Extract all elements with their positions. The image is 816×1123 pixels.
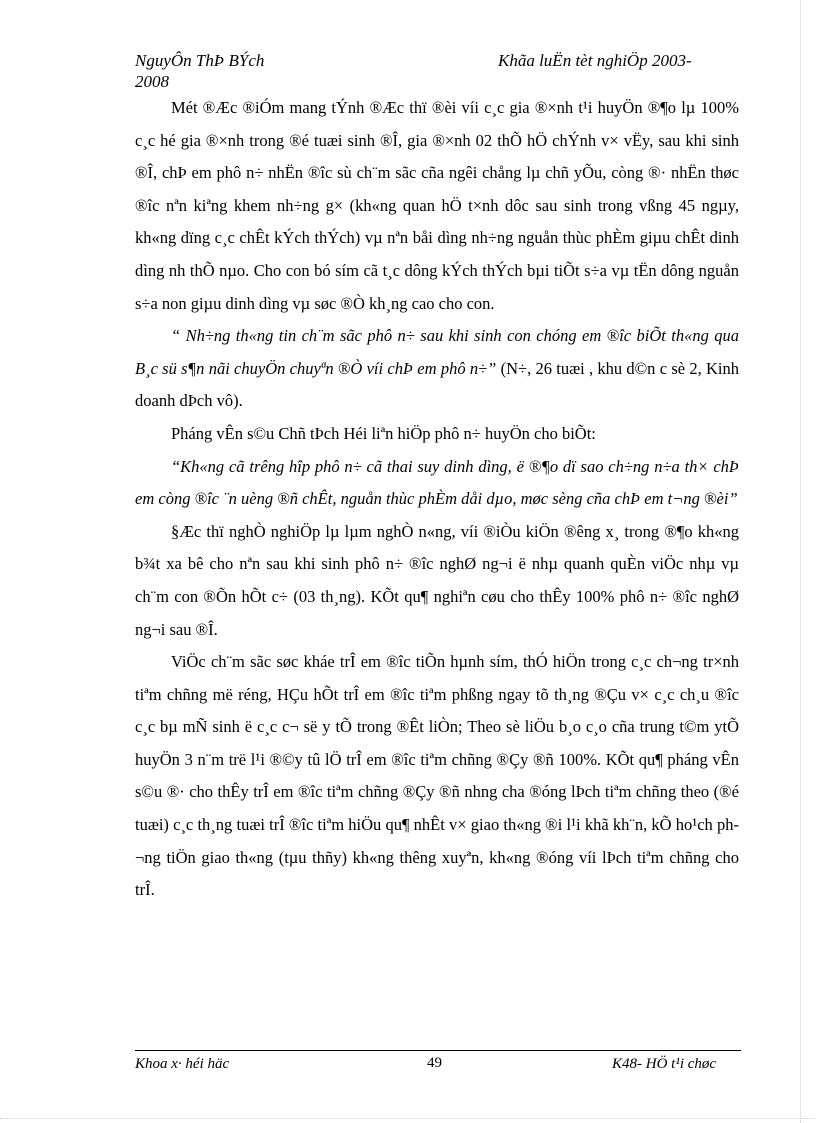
paragraph-household-care: Mét ®Æc ®iÓm mang tÝnh ®Æc thï ®èi víi c¸c gia ®×nh t¹i huyÖn ®¶o lµ 100% c¸c hé gia ®×nh trong ®é tuæi sinh ®Î, gia ®×nh 02 thÕ hÖ chÝnh v× vËy, sau khi sinh ®Î, chÞ em phô n÷ nhËn ®îc sù ch¨m sãc cña ngêi chång lµ chñ yÕu, còng ®· nhËn thøc ®îc nªn kiªng khem nh÷ng g× (kh«ng quan hÖ t×nh dôc sau sinh trong vßng 45 ngµy, kh«ng dïng c¸c chÊt kÝch thÝch) vµ nªn båi dìng nh÷ng nguån thùc phÈm giµu chÊt dinh dìng nh thÕ nµo. Cho con bó sím cã t¸c dông kÝch thÝch bµi tiÕt s÷a vµ tËn dông nguån s÷a non giµu dinh dìng vµ søc ®Ò kh¸ng cao cho con. bbox=[135, 98, 739, 313]
paragraph-interview-intro: Pháng vÊn s©u Chñ tÞch Héi liªn hiÖp phô n÷ huyÖn cho biÕt: bbox=[171, 423, 596, 443]
header-author: NguyÔn ThÞ BÝch bbox=[135, 51, 265, 70]
page-edge-right bbox=[800, 0, 801, 1123]
page-edge-bottom bbox=[0, 1118, 816, 1119]
header-year: 2008 bbox=[135, 72, 169, 91]
quote-1-source: (N÷, 26 tuæi , khu d©n c sè 2, Kinh doanh dÞch vô). bbox=[135, 358, 739, 411]
document-body bbox=[135, 92, 739, 907]
header-thesis-title: Khãa luËn tèt nghiÖp 2003- bbox=[498, 51, 692, 70]
page-number: 49 bbox=[427, 1055, 442, 1071]
footer-divider bbox=[135, 1050, 741, 1051]
paragraph-occupation: §Æc thï nghÒ nghiÖp lµ lµm nghÒ n«ng, víi ®iÒu kiÖn ®êng x¸ trong ®¶o kh«ng b¾t xa bê cho nªn sau khi sinh phô n÷ ®îc nghØ ng¬i ë nhµ quanh quÈn viÖc nhµ vµ ch¨m con ®Õn hÕt c÷ (03 th¸ng). KÕt qu¶ nghiªn cøu cho thÊy 100% phô n÷ ®îc nghØ ng¬i sau ®Î. bbox=[135, 521, 739, 639]
footer-faculty: Khoa x· héi häc bbox=[135, 1056, 230, 1072]
quote-interview-2: “Kh«ng cã trêng hîp phô n÷ cã thai suy dinh dìng, ë ®¶o dï sao ch÷ng n÷a th× chÞ em còng ®îc ¨n uèng ®ñ chÊt, nguån thùc phÈm dåi dµo, møc sèng cña chÞ em t¬ng ®èi” bbox=[135, 456, 739, 509]
header-author-block bbox=[135, 50, 475, 92]
quote-1-text: “ Nh÷ng th«ng tin ch¨m sãc phô n÷ sau khi sinh con chóng em ®îc biÕt th«ng qua B¸c sü s¶n nãi chuyÖn chuyªn ®Ò víi chÞ em phô n÷” bbox=[135, 326, 739, 378]
footer-class: K48- HÖ t¹i chøc bbox=[612, 1056, 717, 1072]
quote-interview-1 bbox=[135, 320, 739, 418]
paragraph-child-vaccination: ViÖc ch¨m sãc søc kháe trÎ em ®îc tiÕn hµnh sím, thÓ hiÖn trong c¸c ch¬ng tr×nh tiªm chñng më réng, HÇu hÕt trÎ em ®îc tiªm phßng ngay tõ th¸ng ®Çu v× c¸c ch¸u ®îc c¸c bµ mÑ sinh ë c¸c c¬ së y tÕ trong ®Êt liÒn; Theo sè liÖu b¸o c¸o cña trung t©m ytÕ huyÖn 3 n¨m trë l¹i ®©y tû lÖ trÎ em ®îc tiªm chñng ®Çy ®ñ 100%. KÕt qu¶ pháng vÊn s©u ®· cho thÊy trÎ em ®îc tiªm chñng ®Çy ®ñ nhng cha ®óng lÞch tiªm chñng theo (®é tuæi) c¸c th¸ng tuæi trÎ ®îc tiªm hiÖu qu¶ nhÊt v× giao th«ng ®i l¹i khã kh¨n, kÕ ho¹ch ph¬ng tiÖn giao th«ng (tµu thñy) kh«ng thêng xuyªn, kh«ng ®óng víi lÞch tiªm chñng cho trÎ. bbox=[135, 652, 739, 900]
